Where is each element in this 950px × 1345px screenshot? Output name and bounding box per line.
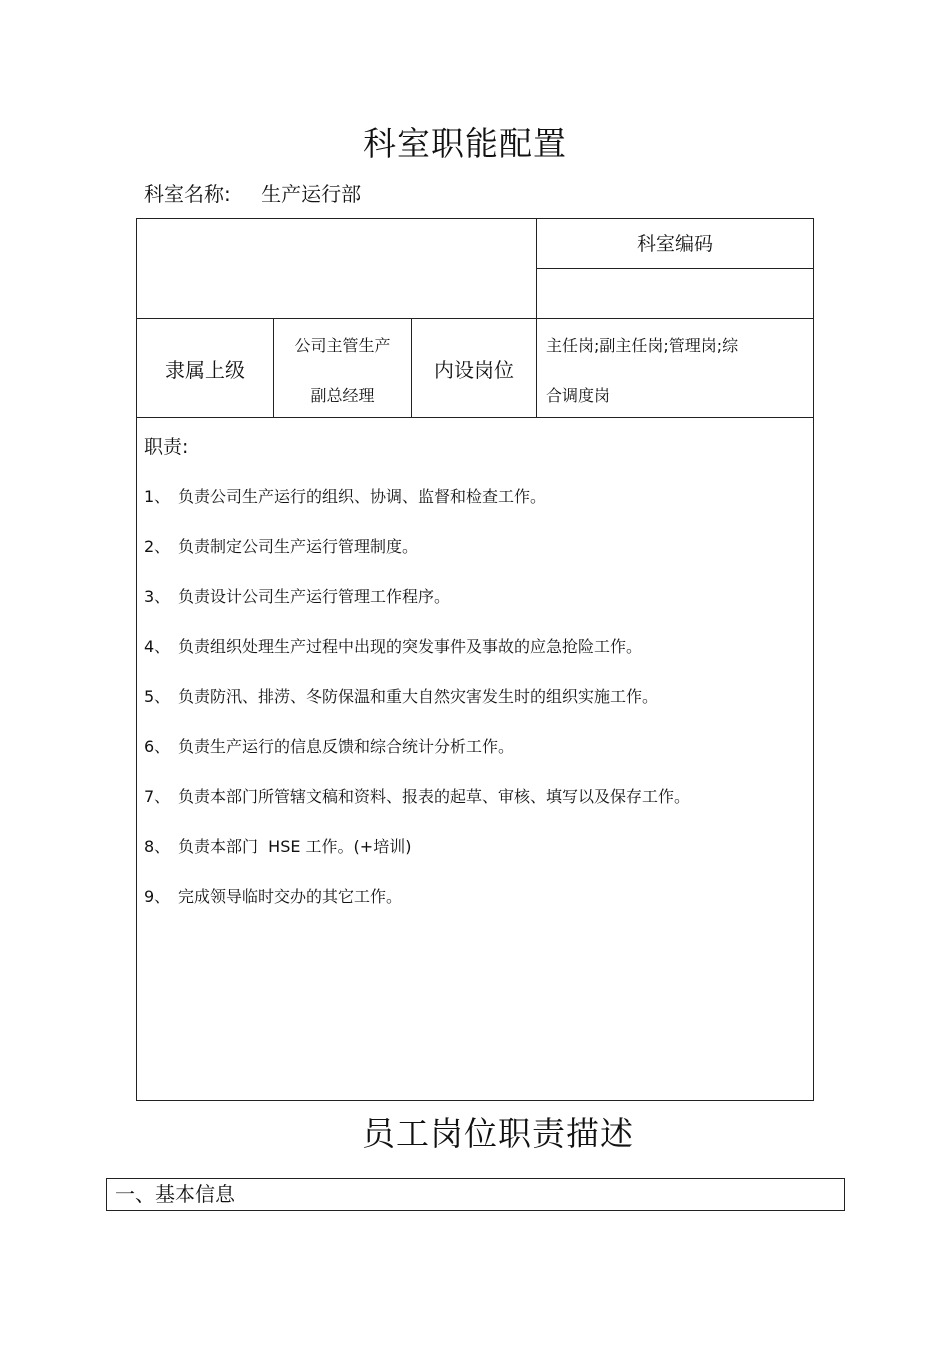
superior-value-line2: 副总经理 bbox=[310, 386, 375, 405]
list-item-number: 3、 bbox=[144, 587, 171, 606]
section-title: 员工岗位职责描述 bbox=[362, 1114, 634, 1153]
table-divider bbox=[136, 417, 814, 418]
list-item-text: 负责设计公司生产运行管理工作程序。 bbox=[178, 587, 451, 606]
duties-heading: 职责: bbox=[144, 436, 189, 458]
superior-label: 隶属上级 bbox=[165, 358, 245, 382]
superior-value-line1: 公司主管生产 bbox=[294, 336, 391, 355]
list-item-text: 负责防汛、排涝、冬防保温和重大自然灾害发生时的组织实施工作。 bbox=[178, 687, 659, 706]
list-item bbox=[144, 884, 402, 907]
list-item-number: 1、 bbox=[144, 487, 171, 506]
table-divider bbox=[136, 318, 814, 319]
list-item-number: 8、 bbox=[144, 837, 171, 856]
list-item bbox=[144, 834, 411, 857]
list-item-number: 9、 bbox=[144, 887, 171, 906]
table-divider bbox=[536, 268, 814, 269]
basic-info-header: 一、基本信息 bbox=[106, 1178, 845, 1211]
list-item-text: 负责组织处理生产过程中出现的突发事件及事故的应急抢险工作。 bbox=[178, 637, 643, 656]
list-item bbox=[144, 484, 546, 507]
positions-value-line2: 合调度岗 bbox=[546, 386, 611, 405]
list-item-number: 6、 bbox=[144, 737, 171, 756]
list-item-text: 完成领导临时交办的其它工作。 bbox=[178, 887, 403, 906]
list-item-number: 5、 bbox=[144, 687, 171, 706]
list-item bbox=[144, 734, 514, 757]
list-item bbox=[144, 584, 450, 607]
department-code-label: 科室编码 bbox=[636, 233, 713, 255]
list-item-text: 负责生产运行的信息反馈和综合统计分析工作。 bbox=[178, 737, 515, 756]
list-item-text: 负责公司生产运行的组织、协调、监督和检查工作。 bbox=[178, 487, 547, 506]
list-item-text: 负责制定公司生产运行管理制度。 bbox=[178, 537, 419, 556]
list-item-number: 7、 bbox=[144, 787, 171, 806]
page-title: 科室职能配置 bbox=[363, 124, 567, 163]
department-name-label: 科室名称: bbox=[144, 182, 231, 206]
department-name-value: 生产运行部 bbox=[261, 182, 362, 206]
list-item bbox=[144, 784, 690, 807]
positions-label: 内设岗位 bbox=[434, 358, 514, 382]
list-item-number: 4、 bbox=[144, 637, 171, 656]
list-item bbox=[144, 684, 658, 707]
list-item-text: 负责本部门 HSE 工作。(+培训) bbox=[178, 837, 412, 856]
list-item-number: 2、 bbox=[144, 537, 171, 556]
list-item bbox=[144, 534, 418, 557]
department-name-line bbox=[144, 178, 361, 207]
list-item-text: 负责本部门所管辖文稿和资料、报表的起草、审核、填写以及保存工作。 bbox=[178, 787, 691, 806]
positions-value-line1: 主任岗;副主任岗;管理岗;综 bbox=[546, 336, 739, 355]
list-item bbox=[144, 634, 642, 657]
